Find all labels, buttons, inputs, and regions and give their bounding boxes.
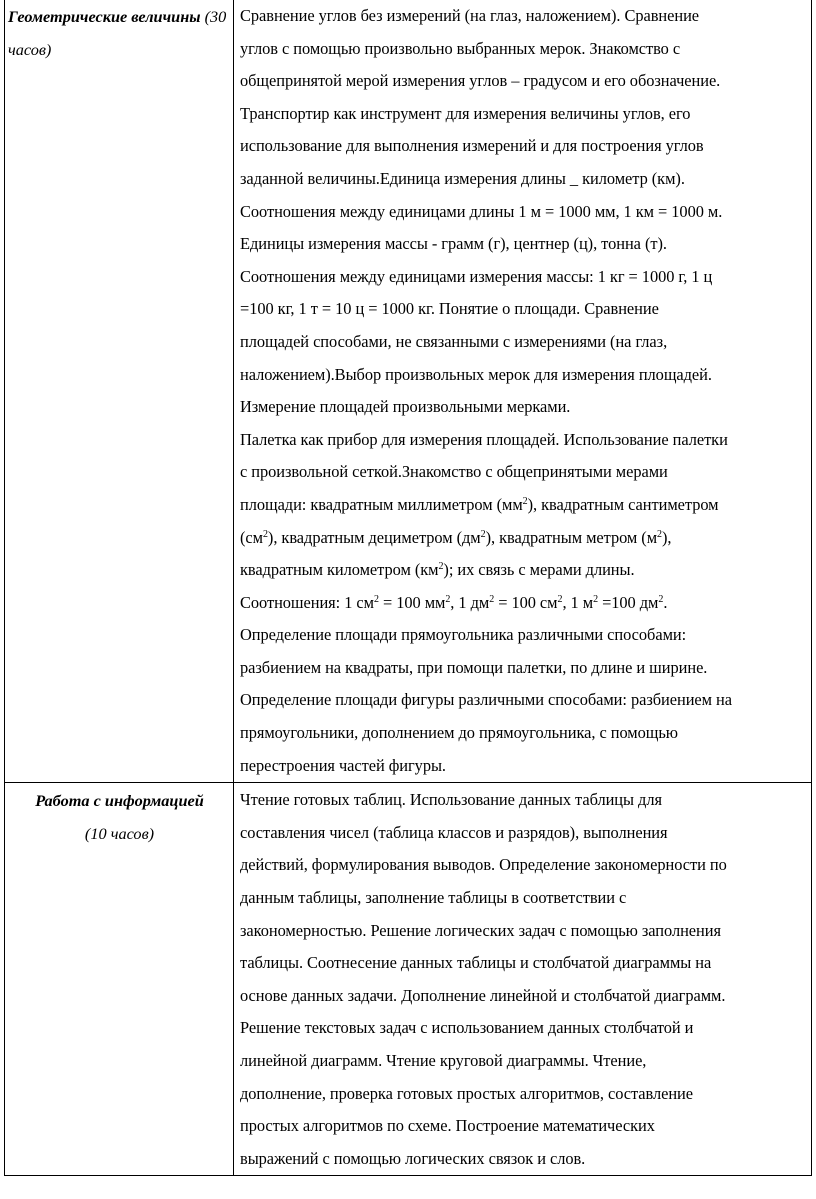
content-line: выражений с помощью логических связок и слов.: [240, 1148, 586, 1168]
content-line: Сравнение углов без измерений (на глаз, наложением). Сравнение: [240, 6, 700, 25]
superscript: 2: [522, 495, 528, 507]
content-cell: [234, 0, 812, 783]
topic-cell: [5, 783, 234, 1176]
content-line: дополнение, проверка готовых простых алгоритмов, составление: [240, 1083, 694, 1103]
topic-heading: [8, 785, 231, 850]
table-row: [5, 783, 812, 1176]
superscript: 2: [557, 593, 563, 605]
content-line: общепринятой мерой измерения углов – градусом и его обозначение.: [240, 71, 721, 91]
superscript: 2: [489, 593, 495, 605]
content-line: квадратным километром $(км^2)$; их связь с мерами длины.: [240, 560, 635, 580]
content-line: $(см^2)$, квадратным дециметром $(дм^2)$, квадратным метром $(м^2)$,: [240, 527, 672, 547]
topic-cell: [5, 0, 234, 783]
content-line: действий, формулирования выводов. Определение закономерности по: [240, 855, 727, 875]
topic-title: Геометрические величины: [8, 7, 201, 26]
content-line: Соотношения между единицами длины 1 м = 1000 мм, 1 км = 1000 м.: [240, 201, 723, 221]
content-text: [240, 0, 805, 782]
content-line: наложением).Выбор произвольных мерок для измерения площадей.: [240, 364, 712, 384]
topic-heading: [8, 1, 231, 66]
content-line: заданной величины.Единица измерения длины _ километр (км).: [240, 168, 685, 188]
superscript: 2: [262, 528, 268, 540]
curriculum-table: [4, 0, 812, 1176]
content-line: основе данных задачи. Дополнение линейной и столбчатой диаграмм.: [240, 985, 726, 1005]
content-line: прямоугольники, дополнением до прямоугольника, с помощью: [240, 723, 678, 743]
content-line: с произвольной сеткой.Знакомство с общепринятыми мерами: [240, 462, 668, 482]
superscript: 2: [658, 593, 664, 605]
superscript: 2: [593, 593, 599, 605]
content-line: Определение площади фигуры различными способами: разбиением на: [240, 690, 732, 710]
superscript: 2: [445, 593, 451, 605]
content-line: таблицы. Соотнесение данных таблицы и столбчатой диаграммы на: [240, 953, 712, 973]
content-line: Измерение площадей произвольными мерками.: [240, 397, 571, 417]
superscript: 2: [657, 528, 662, 540]
table-row: [5, 0, 812, 783]
content-line: Решение текстовых задач с использованием данных столбчатой и: [240, 1018, 694, 1038]
content-line: площадей способами, не связанными с измерениями (на глаз,: [240, 331, 668, 351]
content-line: закономерностью. Решение логических задач с помощью заполнения: [240, 920, 721, 940]
superscript: 2: [480, 528, 486, 540]
content-line: Соотношения: 1 $см^2 = 100$ $мм^2$, 1 $дм^2 = 100$ $см^2$, 1 $м^2 =100$ $дм^2$.: [240, 592, 668, 612]
content-line: использование для выполнения измерений и для построения углов: [240, 136, 704, 156]
content-line: данным таблицы, заполнение таблицы в соответствии с: [240, 888, 627, 908]
content-line: Единицы измерения массы - грамм (г), центнер (ц), тонна (т).: [240, 234, 667, 254]
content-cell: [234, 783, 812, 1176]
content-line: углов с помощью произвольно выбранных мерок. Знакомство с: [240, 38, 681, 58]
superscript: 2: [438, 561, 444, 573]
topic-title: Работа с информацией: [35, 791, 204, 811]
superscript: 2: [373, 593, 379, 605]
content-line: Соотношения между единицами измерения массы: 1 кг = 1000 г, 1 ц: [240, 266, 713, 286]
content-line: линейной диаграмм. Чтение круговой диаграммы. Чтение,: [240, 1051, 647, 1070]
content-line: перестроения частей фигуры.: [240, 755, 446, 775]
topic-hours: (30 часов): [8, 7, 227, 59]
content-line: площади: квадратным миллиметром $(мм^2)$, квадратным сантиметром: [240, 494, 719, 514]
content-line: Определение площади прямоугольника различными способами:: [240, 625, 687, 645]
content-line: Палетка как прибор для измерения площадей. Использование палетки: [240, 429, 728, 449]
content-line: разбиением на квадраты, при помощи палетки, по длине и ширине.: [240, 657, 708, 677]
content-line: составления чисел (таблица классов и разрядов), выполнения: [240, 822, 668, 842]
topic-hours: (10 часов): [84, 823, 155, 843]
content-line: Чтение готовых таблиц. Использование данных таблицы для: [240, 790, 662, 810]
content-line: Транспортир как инструмент для измерения величины углов, его: [240, 103, 691, 123]
content-line: =100 кг, 1 т = 10 ц = 1000 кг. Понятие о площади. Сравнение: [240, 299, 659, 319]
content-line: простых алгоритмов по схеме. Построение математических: [240, 1116, 655, 1136]
content-text: [240, 784, 805, 1175]
